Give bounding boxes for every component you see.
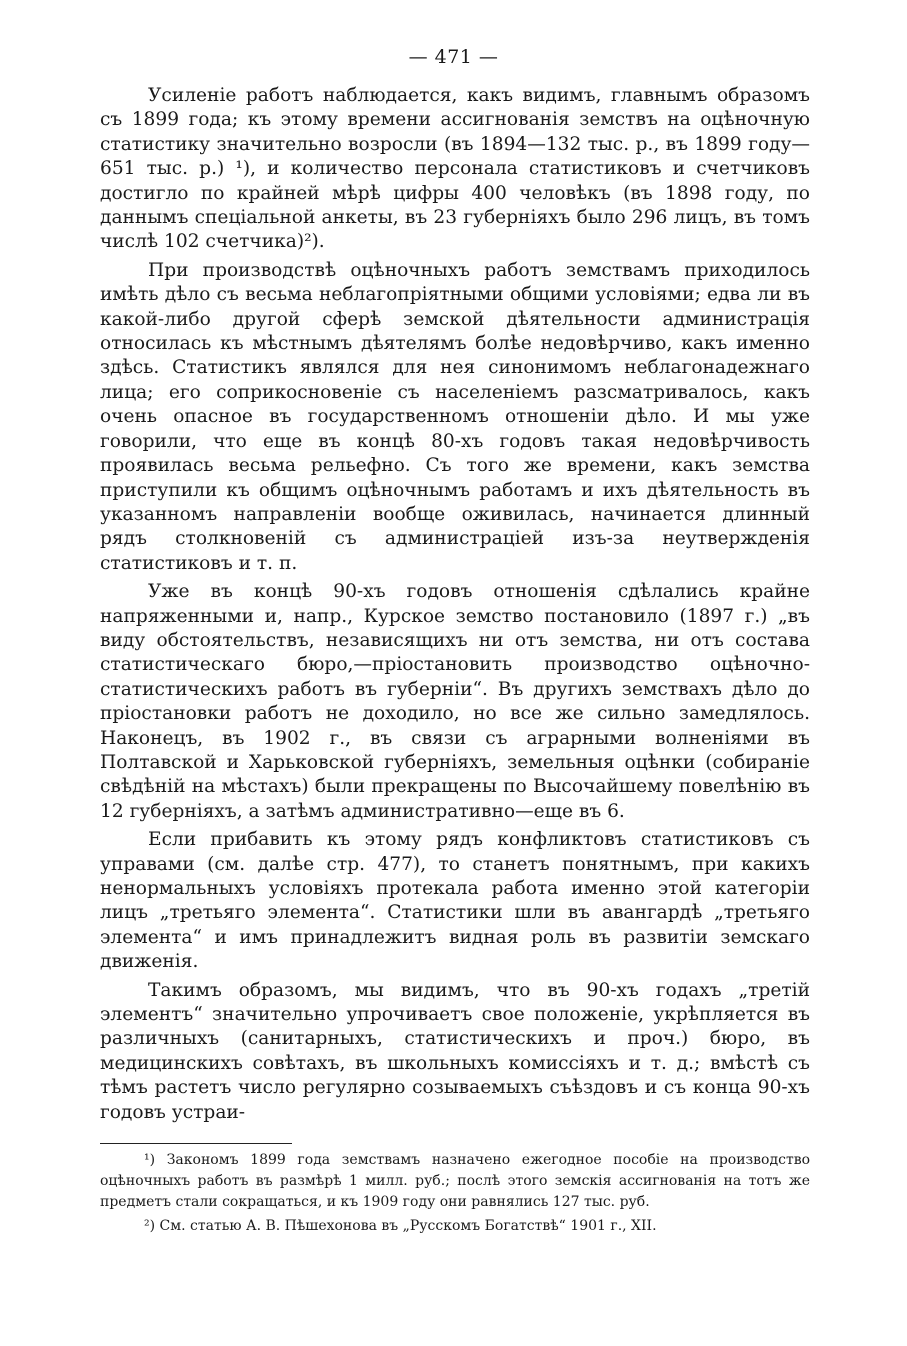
footnote-1: ¹) Закономъ 1899 года земствамъ назначено ежегодное пособіе на производство оцѣночныхъ работъ въ размѣрѣ 1 милл. руб.; послѣ этого земскія ассигнованія на тотъ же предметъ стали сокращаться, и къ 1909 году они равнялись 127 тыс. руб. [100, 1152, 810, 1210]
footnote-divider [100, 1143, 292, 1144]
paragraph-2: При производствѣ оцѣночныхъ работъ земствамъ приходилось имѣть дѣло съ весьма неблагопріятными общими условіями; едва ли въ какой-либо другой сферѣ земской дѣятельности администрація относилась къ мѣстнымъ дѣятелямъ болѣе недовѣрчиво, какъ именно здѣсь. Статистикъ являлся для нея синонимомъ неблагонадежнаго лица; его соприкосновеніе съ населеніемъ разсматривалось, какъ очень опасное въ государственномъ отношеніи дѣло. И мы уже говорили, что еще въ концѣ 80-хъ годовъ такая недовѣрчивость проявилась весьма рельефно. Съ того же времени, какъ земства приступили къ общимъ оцѣночнымъ работамъ и ихъ дѣятельность въ указанномъ направленіи вообще оживилась, начинается длинный рядъ столкновеній съ администраціей изъ-за неутвержденія статистиковъ и т. п. [100, 259, 810, 574]
main-text [100, 84, 810, 1129]
paragraph-3: Уже въ концѣ 90-хъ годовъ отношенія сдѣлались крайне напряженными и, напр., Курское земство постановило (1897 г.) „въ виду обстоятельствъ, независящихъ ни отъ земства, ни отъ состава статистическаго бюро,—пріостановить производство оцѣночно-статистическихъ работъ въ губерніи“. Въ другихъ земствахъ дѣло до пріостановки работъ не доходило, но все же сильно замедлялось. Наконецъ, въ 1902 г., въ связи съ аграрными волненіями въ Полтавской и Харьковской губерніяхъ, земельныя оцѣнки (собираніе свѣдѣній на мѣстахъ) были прекращены по Высочайшему повелѣнію въ 12 губерніяхъ, а затѣмъ административно—еще въ 6. [100, 581, 810, 822]
paragraph-4: Если прибавить къ этому рядъ конфликтовъ статистиковъ съ управами (см. далѣе стр. 477), то станетъ понятнымъ, при какихъ ненормальныхъ условіяхъ протекала работа именно этой категоріи лицъ „третьяго элемента“. Статистики шли въ авангардѣ „третьяго элемента“ и имъ принадлежитъ видная роль въ развитіи земскаго движенія. [100, 829, 810, 973]
page-number: — 471 — [408, 46, 499, 68]
paragraph-5: Такимъ образомъ, мы видимъ, что въ 90-хъ годахъ „третій элементъ“ значительно упрочиваетъ свое положеніе, укрѣпляется въ различныхъ (санитарныхъ, статистическихъ и проч.) бюро, въ медицинскихъ совѣтахъ, въ школьныхъ комиссіяхъ и т. д.; вмѣстѣ съ тѣмъ растетъ число регулярно созываемыхъ съѣздовъ и съ конца 90-хъ годовъ устраи- [100, 979, 810, 1123]
footnote-2: ²) См. статью А. В. Пѣшехонова въ „Русскомъ Богатствѣ“ 1901 г., XII. [144, 1218, 657, 1234]
paragraph-1: Усиленіе работъ наблюдается, какъ видимъ, главнымъ образомъ съ 1899 года; къ этому времени ассигнованія земствъ на оцѣночную статистику значительно возросли (въ 1894—132 тыс. р., въ 1899 году—651 тыс. р.) ¹), и количество персонала статистиковъ и счетчиковъ достигло по крайней мѣрѣ цифры 400 человѣкъ (въ 1898 году, по даннымъ спеціальной анкеты, въ 23 губерніяхъ было 296 лицъ, въ томъ числѣ 102 счетчика)²). [100, 85, 810, 253]
footnotes [100, 1150, 810, 1237]
